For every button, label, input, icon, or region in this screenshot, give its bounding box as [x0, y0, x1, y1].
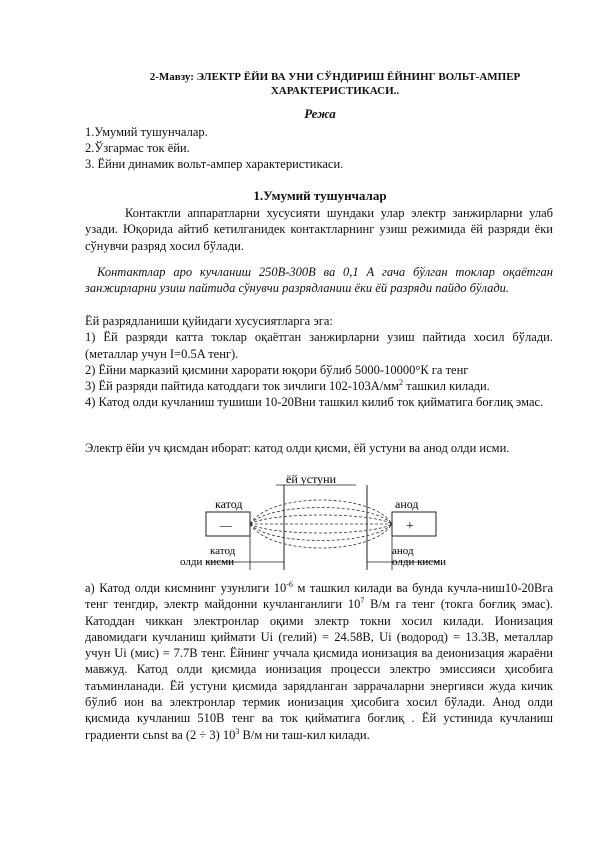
- plan-item-2: 2.Ўзгармас ток ёйи.: [85, 141, 190, 155]
- label-anode-region-1: анод: [392, 545, 414, 557]
- plan-heading: Режа: [304, 106, 336, 121]
- title-line-2: ХАРАКТЕРИСТИКАСИ..: [270, 85, 400, 97]
- document-title: [100, 70, 570, 98]
- paragraph-5: [85, 580, 553, 743]
- property-item-2: 2) Ёйни марказий қисмини харорати юқори бўлиб 5000-10000°К га тенг: [85, 362, 469, 377]
- label-cathode-region-1: катод: [210, 545, 236, 557]
- anode-sign: +: [406, 519, 414, 534]
- label-cathode: катод: [215, 497, 243, 511]
- label-anode-region-2: олди кисми: [392, 556, 447, 568]
- cathode-sign: —: [220, 518, 232, 532]
- label-arc-column: ёй устуни: [286, 472, 337, 486]
- paragraph-1-text: Контактли аппаратларни хусусияти шундаки улар электр занжирларни улаб узади. Юқорида айтиб кетилганидек контактларнинг узиш режимида ёй разряди ёки сўнувчи разряд хосил бўлади.: [85, 206, 553, 253]
- paragraph-4-text: Электр ёйи уч қисмдан иборат: катод олди қисми, ёй устуни ва анод олди исми.: [85, 441, 510, 455]
- title-line-1: 2-Мавзу: ЭЛЕКТР ЁЙИ ВА УНИ СЎНДИРИШ ЁЙНИНГ ВОЛЬТ-АМПЕР: [149, 71, 521, 83]
- section-heading: 1.Умумий тушунчалар: [253, 188, 387, 203]
- plan-item-3: 3. Ёйни динамик вольт-ампер характеристикаси.: [85, 157, 344, 171]
- paragraph-4: [85, 440, 553, 456]
- property-item-3: 3) Ёй разряди пайтида катоддаги ток зичлиги $102-103А/мм^2$ ташкил килади.: [85, 378, 490, 394]
- label-cathode-region-2: олди кисми: [180, 556, 235, 568]
- properties-list: [85, 313, 553, 411]
- paragraph-1: [85, 205, 553, 254]
- paragraph-2-text: Контактлар аро кучланиш 250В-300В ва 0,1 А гача бўлган токлар оқаётган занжирларни узиш пайтида сўнувчи разрядланиш ёки ёй разряди пайдо бўлади.: [85, 265, 553, 296]
- properties-intro: Ёй разрядланиши қуйидаги хусусиятларга эга:: [85, 314, 333, 328]
- property-item-4: 4) Катод олди кучланиш тушиши 10-20Вни ташкил килиб ток қийматига боғлиқ эмас.: [85, 395, 544, 410]
- label-anode: анод: [395, 497, 419, 511]
- plan-item-1: 1.Умумий тушунчалар.: [85, 125, 208, 139]
- property-item-1: 1) Ёй разряди катта токлар оқаётган занжирларни узиш пайтида хосил бўлади.(металлар учун I=0.5A тенг).: [85, 330, 553, 361]
- arc-diagram: [160, 470, 520, 575]
- anode-electrode: [392, 512, 436, 536]
- paragraph-2: [85, 264, 553, 297]
- arc-column-lines: [250, 500, 392, 548]
- paragraph-5-text: а) Катод олди кисмнинг узунлиги $10^{-6}$ м ташкил килади ва бунда кучла-ниш10-20Вга тенг тенгдир, электр майдонни кучланганлиги $10^7$ В/м га тенг (токга боғлиқ эмас). Катоддан чиккан электронлар оқими электр токни хосил килади. Ионизация давомидаги кучланиш қиймати Ui (гелий) = 24.58В, Ui (водород) = 13.3В, металлар учун Ui (мис) = 7.7В тенг. Ёйнинг уччала қисмида ионизация ва деионизация жараёни мавжуд. Катод олди қисмида ионизация процесси электро эмиссияси ҳисобига таъминланади. Ёй устуни қисмида зарядланган заррачаларни энергияси жуда кичик бўлиб ион ва электронлар термик ионизация ҳисобига хосил бўлади. Анод олди қисмида кучланиш 510В тенг ва ток қийматига боғлиқ . Ёй устинида кучланиш градиенти сьnst ва (2 ÷ 3) $10^3$ В/м ни таш-кил килади.: [85, 579, 553, 742]
